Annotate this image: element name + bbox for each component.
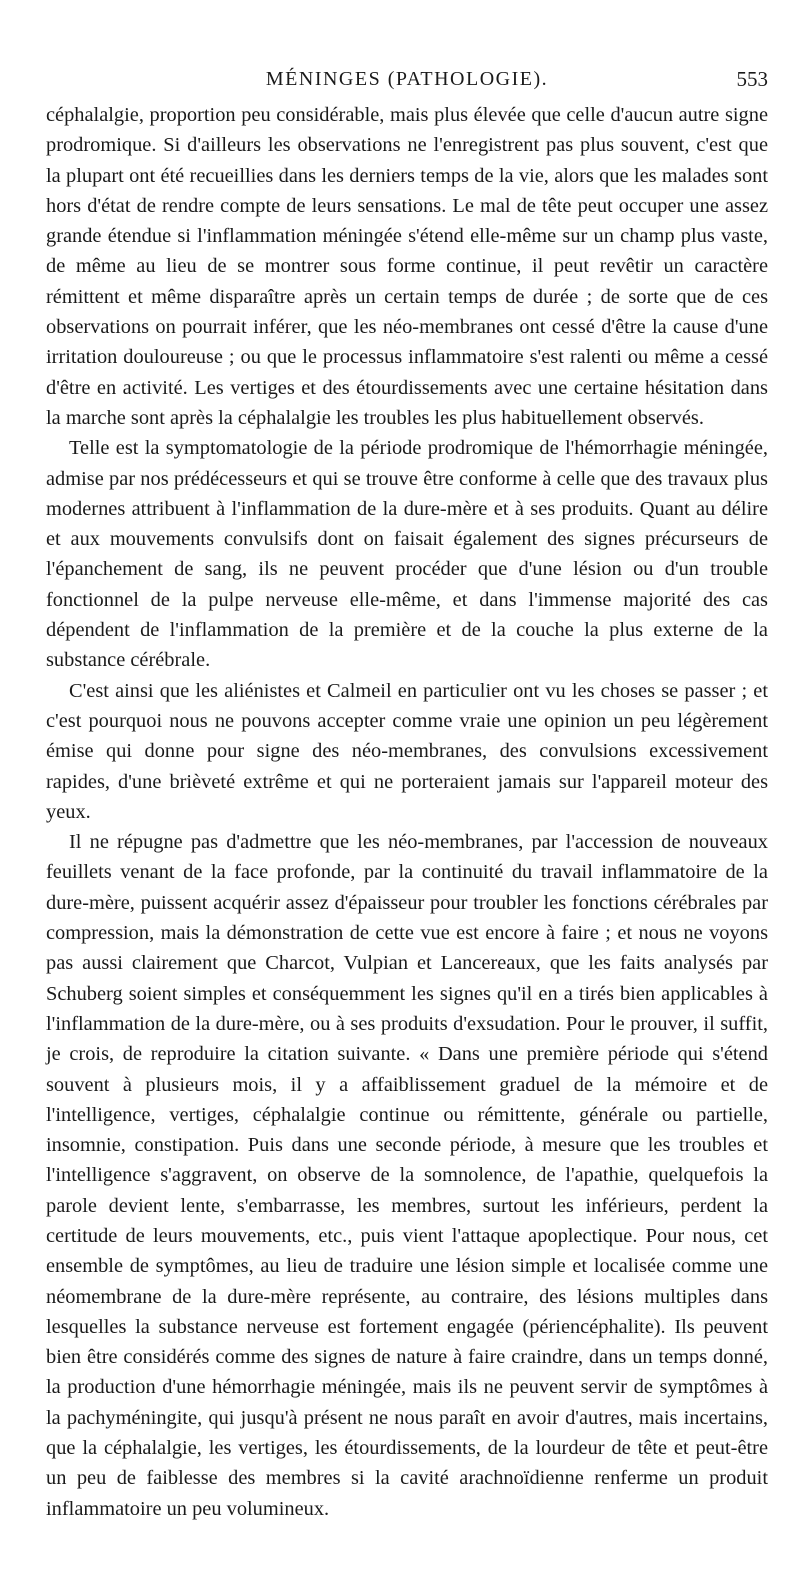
document-page: [46, 58, 768, 1524]
running-title: MÉNINGES (PATHOLOGIE).: [265, 68, 549, 90]
paragraph: Il ne répugne pas d'admettre que les néo-membranes, par l'accession de nouveaux feuillets venant de la face profonde, par la continuité du travail inflammatoire de la dure-mère, puissent acquérir assez d'épaisseur pour troubler les fonctions cérébrales par compression, mais la démonstration de cette vue est encore à faire ; et nous ne voyons pas aussi clairement que Charcot, Vulpian et Lancereaux, que les faits analysés par Schuberg soient simples et conséquemment les signes qu'il en a tirés bien applicables à l'inflammation de la dure-mère, ou à ses produits d'exsudation. Pour le prouver, il suffit, je crois, de reproduire la citation suivante. « Dans une première période qui s'étend souvent à plusieurs mois, il y a affaiblissement graduel de la mémoire et de l'intelligence, vertiges, céphalalgie continue ou rémittente, générale ou partielle, insomnie, constipation. Puis dans une seconde période, à mesure que les troubles et l'intelligence s'aggravent, on observe de la somnolence, de l'apathie, quelquefois la parole devient lente, s'embarrasse, les membres, surtout les inférieurs, perdent la certitude de leurs mouvements, etc., puis vient l'attaque apoplectique. Pour nous, cet ensemble de symptômes, au lieu de traduire une lésion simple et localisée comme une néomembrane de la dure-mère représente, au contraire, des lésions multiples dans lesquelles la substance nerveuse est fortement engagée (périencéphalite). Ils peuvent bien être considérés comme des signes de nature à faire craindre, dans un temps donné, la production d'une hémorrhagie méningée, mais ils ne peuvent servir de symptômes à la pachyméningite, qui jusqu'à présent ne nous paraît en avoir d'autres, mais incertains, que la céphalalgie, les vertiges, les étourdissements, de la lourdeur de tête et peut-être un peu de faiblesse des membres si la cavité arachnoïdienne renferme un produit inflammatoire un peu volumineux.: [46, 831, 768, 1520]
paragraph-continued: céphalalgie, proportion peu considérable, mais plus élevée que celle d'aucun autre signe prodromique. Si d'ailleurs les observations ne l'enregistrent pas plus souvent, c'est que la plupart ont été recueillies dans les derniers temps de la vie, alors que les malades sont hors d'état de rendre compte de leurs sensations. Le mal de tête peut occuper une assez grande étendue si l'inflammation méningée s'étend elle-même sur un champ plus vaste, de même au lieu de se montrer sous forme continue, il peut revêtir un caractère rémittent et même disparaître après un certain temps de durée ; de sorte que de ces observations on pourrait inférer, que les néo-membranes ont cessé d'être la cause d'une irritation douloureuse ; ou que le processus inflammatoire s'est ralenti ou même a cessé d'être en activité. Les vertiges et des étourdissements avec une certaine hésitation dans la marche sont après la céphalalgie les troubles les plus habituellement observés.: [46, 104, 768, 429]
page-header: [46, 58, 768, 100]
paragraph: Telle est la symptomatologie de la période prodromique de l'hémorrhagie méningée, admise par nos prédécesseurs et qui se trouve être conforme à celle que des travaux plus modernes attribuent à l'inflammation de la dure-mère et à ses produits. Quant au délire et aux mouvements convulsifs dont on faisait également des signes précurseurs de l'épanchement de sang, ils ne peuvent procéder que d'une lésion ou d'un trouble fonctionnel de la pulpe nerveuse elle-même, et dans l'immense majorité des cas dépendent de l'inflammation de la première et de la couche la plus externe de la substance cérébrale.: [46, 437, 768, 672]
paragraph: C'est ainsi que les aliénistes et Calmeil en particulier ont vu les choses se passer ; et c'est pourquoi nous ne pouvons accepter comme vraie une opinion un peu légèrement émise qui donne pour signe des néo-membranes, des convulsions excessivement rapides, d'une brièveté extrême et qui ne porteraient jamais sur l'appareil moteur des yeux.: [46, 679, 768, 823]
page-number: 553: [736, 67, 768, 91]
body-text: [46, 100, 768, 1524]
